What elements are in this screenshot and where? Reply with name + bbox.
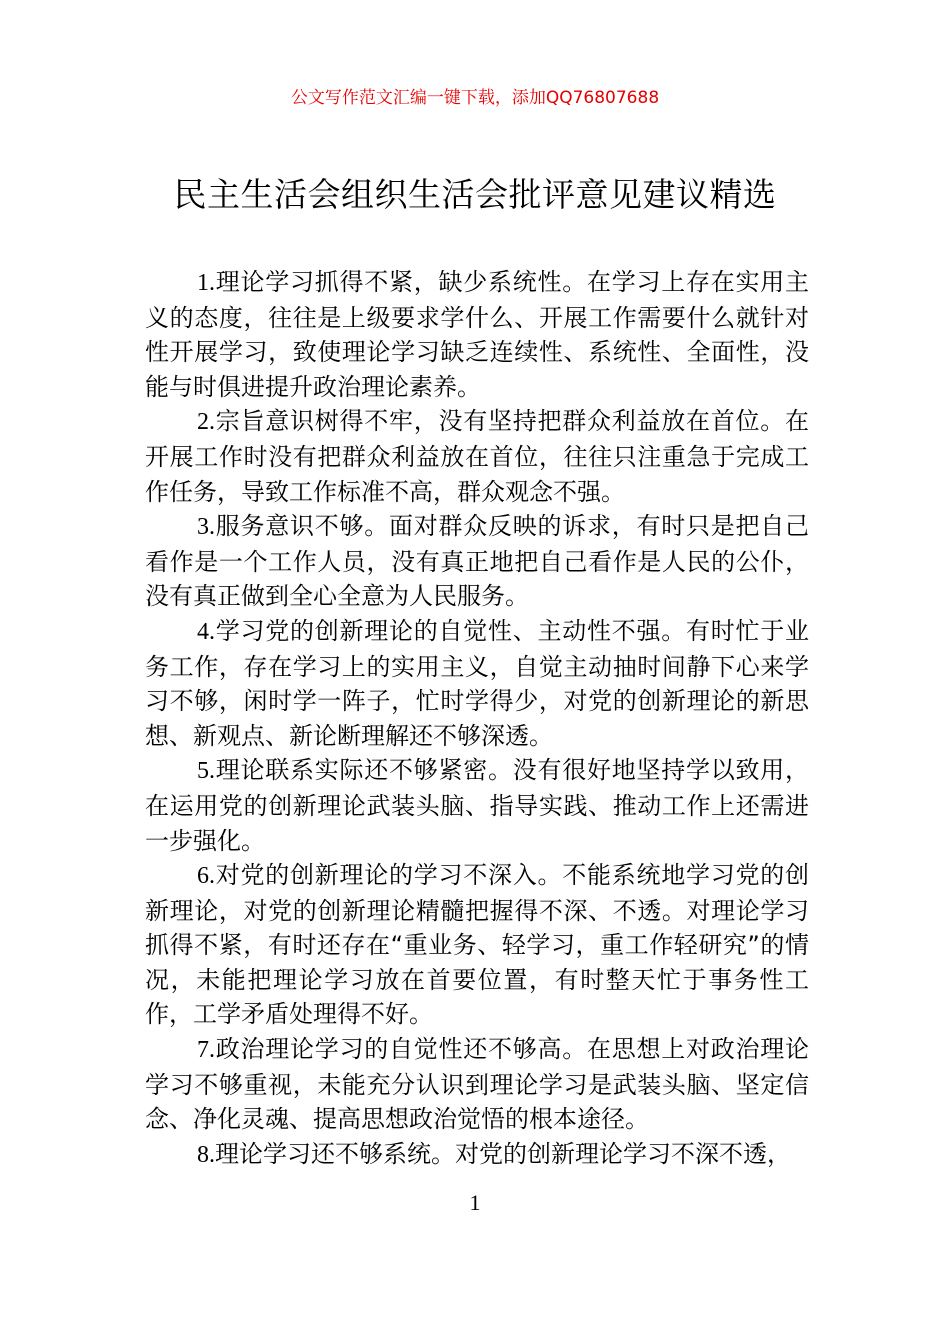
paragraph-2 (145, 404, 809, 509)
paragraph-text: 理论学习抓得不紧，缺少系统性。在学习上存在实用主义的态度，往往是上级要求学什么、开展工作需要什么就针对性开展学习，致使理论学习缺乏连续性、系统性、全面性，没能与时俱进提升政治理论素养。 (145, 268, 809, 401)
download-notice: 公文写作范文汇编一键下载，添加QQ76807688 (290, 88, 660, 108)
paragraph-4 (145, 614, 809, 753)
document-title: 民主生活会组织生活会批评意见建议精选 (173, 175, 777, 214)
paragraph-text: 理论学习还不够系统。对党的创新理论学习不深不透， (215, 1139, 791, 1168)
document-body (145, 265, 809, 1172)
paragraph-number: 4. (197, 618, 215, 645)
paragraph-text: 服务意识不够。面对群众反映的诉求，有时只是把自己看作是一个工作人员，没有真正地把自己看作是人民的公仆，没有真正做到全心全意为人民服务。 (145, 512, 809, 611)
paragraph-number: 2. (197, 409, 215, 436)
paragraph-number: 1. (197, 270, 215, 296)
paragraph-text: 理论联系实际还不够紧密。没有很好地坚持学以致用，在运用党的创新理论武装头脑、指导实践、推动工作上还需进一步强化。 (145, 756, 809, 855)
paragraph-7 (145, 1032, 809, 1137)
paragraph-text: 学习党的创新理论的自觉性、主动性不强。有时忙于业务工作，存在学习上的实用主义，自觉主动抽时间静下心来学习不够，闲时学一阵子，忙时学得少，对党的创新理论的新思想、新观点、新论断理解还不够深透。 (145, 616, 809, 750)
paragraph-number: 3. (197, 514, 215, 541)
paragraph-1 (145, 265, 809, 404)
page-number: 1 (469, 1190, 481, 1215)
paragraph-text: 政治理论学习的自觉性还不够高。在思想上对政治理论学习不够重视，未能充分认识到理论学习是武装头脑、坚定信念、净化灵魂、提高思想政治觉悟的根本途径。 (145, 1035, 809, 1134)
paragraph-3 (145, 509, 809, 614)
paragraph-text: 对党的创新理论的学习不深入。不能系统地学习党的创新理论，对党的创新理论精髓把握得不深、不透。对理论学习抓得不紧，有时还存在“重业务、轻学习，重工作轻研究”的情况，未能把理论学习放在首要位置，有时整天忙于事务性工作，工学矛盾处理得不好。 (145, 861, 809, 1029)
paragraph-number: 5. (197, 758, 215, 785)
paragraph-6 (145, 858, 809, 1032)
paragraph-number: 6. (197, 863, 215, 890)
paragraph-text: 宗旨意识树得不牢，没有坚持把群众利益放在首位。在开展工作时没有把群众利益放在首位，往往只注重急于完成工作任务，导致工作标准不高，群众观念不强。 (145, 407, 809, 506)
paragraph-5 (145, 753, 809, 858)
paragraph-8 (145, 1137, 809, 1173)
paragraph-number: 8. (197, 1141, 215, 1168)
paragraph-number: 7. (197, 1037, 215, 1064)
